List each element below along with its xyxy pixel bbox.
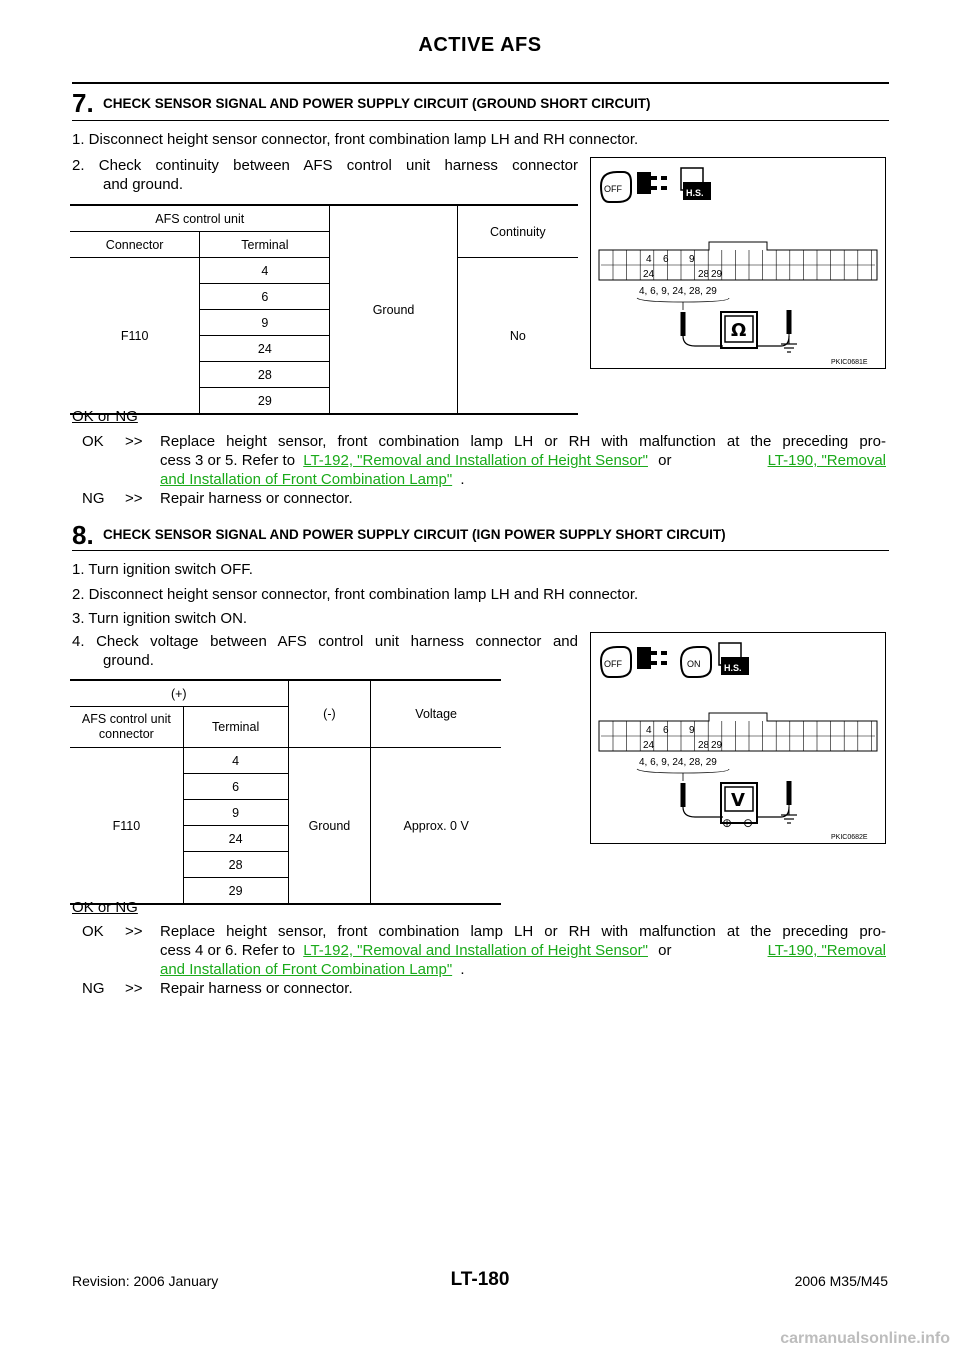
step-8-item-4: 4. Check voltage between AFS control unit harness connector and — [72, 633, 578, 650]
table-cell-terminal: 29 — [183, 878, 288, 905]
svg-text:PKIC0681E: PKIC0681E — [831, 359, 868, 366]
link-combination-lamp[interactable]: LT-190, "Removal — [767, 942, 886, 959]
step-7-okng: OK or NG — [72, 408, 138, 425]
svg-text:⊕: ⊕ — [722, 816, 733, 830]
step-7-ok-line3: and Installation of Front Combination Lamp" . — [160, 471, 465, 488]
svg-text:4, 6, 9, 24, 28, 29: 4, 6, 9, 24, 28, 29 — [639, 757, 717, 768]
svg-text:29: 29 — [711, 740, 723, 751]
table-cell-terminal: 9 — [200, 310, 330, 336]
step-7-item-2: 2. Check continuity between AFS control unit harness connector — [72, 157, 578, 174]
step-7-ok-label: OK — [82, 433, 104, 450]
table-cell-ground: Ground — [288, 748, 371, 905]
svg-text:ON: ON — [687, 659, 701, 669]
step-8-number: 8. — [72, 520, 94, 550]
circuit-drawing — [591, 158, 885, 368]
step-7-ok-arrow: >> — [125, 433, 143, 450]
connector-disconnect-icon — [637, 647, 667, 669]
page-title: ACTIVE AFS — [418, 34, 542, 56]
page-number: LT-180 — [450, 1269, 510, 1290]
step-8-ng-text: Repair harness or connector. — [160, 980, 353, 997]
table-header-unit-connector: AFS control unit connector — [81, 712, 171, 741]
svg-text:4, 6, 9, 24, 28, 29: 4, 6, 9, 24, 28, 29 — [639, 286, 717, 297]
svg-text:29: 29 — [711, 269, 723, 280]
table-header-voltage: Voltage — [415, 707, 458, 721]
svg-text:9: 9 — [689, 254, 695, 265]
header-rule — [72, 82, 889, 84]
voltage-diagram — [590, 632, 886, 844]
svg-text:Ω: Ω — [731, 320, 747, 341]
link-combination-lamp[interactable]: LT-190, "Removal — [767, 452, 886, 469]
circuit-drawing — [591, 633, 885, 843]
link-height-sensor[interactable]: LT-192, "Removal and Installation of Height Sensor" — [303, 452, 648, 469]
step-8-item-2: 2. Disconnect height sensor connector, front combination lamp LH and RH connector. — [72, 586, 639, 603]
step-7-number: 7. — [72, 88, 94, 118]
svg-text:4: 4 — [646, 254, 652, 265]
continuity-table — [70, 204, 578, 415]
svg-text:V: V — [731, 790, 745, 811]
table-header-continuity: Continuity — [490, 224, 546, 239]
link-height-sensor[interactable]: LT-192, "Removal and Installation of Height Sensor" — [303, 942, 648, 959]
table-cell-voltage: Approx. 0 V — [403, 818, 469, 833]
table-header-minus: (-) — [288, 680, 371, 748]
svg-text:OFF: OFF — [604, 184, 622, 194]
step-7-ng-text: Repair harness or connector. — [160, 490, 353, 507]
step-8-okng: OK or NG — [72, 899, 138, 916]
step-8-item-1: 1. Turn ignition switch OFF. — [72, 561, 253, 578]
svg-text:24: 24 — [643, 740, 655, 751]
table-header-unit: AFS control unit — [70, 205, 330, 232]
step-8-ng-label: NG — [82, 980, 105, 997]
table-cell-result: No — [457, 258, 578, 415]
step-7-ok-line1: Replace height sensor, front combination lamp LH or RH with malfunction at the preceding pro- — [160, 433, 886, 450]
table-cell-connector: F110 — [120, 328, 149, 343]
svg-text:⊖: ⊖ — [743, 816, 754, 830]
step-8-item-4-cont: ground. — [103, 652, 154, 669]
table-cell-terminal: 28 — [200, 362, 330, 388]
link-combination-lamp-cont[interactable]: and Installation of Front Combination Lamp" — [160, 471, 453, 488]
table-cell-terminal: 28 — [183, 852, 288, 878]
step-8-ok-line2: cess 4 or 6. Refer to LT-192, "Removal and Installation of Height Sensor" or LT-190, "Removal — [160, 942, 886, 959]
svg-text:24: 24 — [643, 269, 655, 280]
table-cell-terminal: 6 — [200, 284, 330, 310]
table-cell-connector: F110 — [112, 818, 141, 833]
step-8-ok-line1: Replace height sensor, front combination lamp LH or RH with malfunction at the preceding pro- — [160, 923, 886, 940]
step-7-ng-label: NG — [82, 490, 105, 507]
step-8-ok-label: OK — [82, 923, 104, 940]
table-cell-terminal: 6 — [183, 774, 288, 800]
table-header-terminal: Terminal — [200, 232, 330, 258]
svg-text:OFF: OFF — [604, 659, 622, 669]
step-8-title: CHECK SENSOR SIGNAL AND POWER SUPPLY CIRCUIT (IGN POWER SUPPLY SHORT CIRCUIT) — [103, 527, 726, 542]
step-7-ng-arrow: >> — [125, 490, 143, 507]
svg-text:9: 9 — [689, 725, 695, 736]
svg-text:28: 28 — [698, 269, 710, 280]
svg-text:28: 28 — [698, 740, 710, 751]
step-7-ok-line2: cess 3 or 5. Refer to LT-192, "Removal and Installation of Height Sensor" or LT-190, "Removal — [160, 452, 886, 469]
watermark: carmanualsonline.info — [780, 1330, 950, 1347]
step-7-title: CHECK SENSOR SIGNAL AND POWER SUPPLY CIRCUIT (GROUND SHORT CIRCUIT) — [103, 96, 651, 111]
table-cell-terminal: 29 — [200, 388, 330, 415]
step-7-rule — [72, 120, 889, 121]
continuity-diagram — [590, 157, 886, 369]
voltage-table — [70, 679, 501, 905]
table-header-plus: (+) — [70, 680, 288, 707]
table-header-connector: Connector — [105, 237, 164, 252]
svg-text:H.S.: H.S. — [724, 663, 742, 673]
step-8-ok-arrow: >> — [125, 923, 143, 940]
svg-text:4: 4 — [646, 725, 652, 736]
step-8-item-3: 3. Turn ignition switch ON. — [72, 610, 248, 627]
table-cell-terminal: 4 — [183, 748, 288, 774]
svg-text:H.S.: H.S. — [686, 188, 704, 198]
connector-disconnect-icon — [637, 172, 667, 194]
table-cell-terminal: 9 — [183, 800, 288, 826]
footer-model: 2006 M35/M45 — [794, 1273, 888, 1289]
step-8-ok-line3: and Installation of Front Combination Lamp" . — [160, 961, 465, 978]
link-combination-lamp-cont[interactable]: and Installation of Front Combination Lamp" — [160, 961, 453, 978]
step-8-rule — [72, 550, 889, 551]
table-cell-terminal: 4 — [200, 258, 330, 284]
svg-text:PKIC0682E: PKIC0682E — [831, 834, 868, 841]
table-header-terminal: Terminal — [183, 707, 288, 748]
svg-text:6: 6 — [663, 254, 669, 265]
table-cell-terminal: 24 — [200, 336, 330, 362]
step-7-item-2-cont: and ground. — [103, 176, 184, 193]
step-7-item-1: 1. Disconnect height sensor connector, front combination lamp LH and RH connector. — [72, 131, 639, 148]
table-cell-terminal: 24 — [183, 826, 288, 852]
table-cell-ground: Ground — [330, 205, 457, 414]
step-8-ng-arrow: >> — [125, 980, 143, 997]
footer-revision: Revision: 2006 January — [72, 1273, 219, 1289]
svg-text:6: 6 — [663, 725, 669, 736]
